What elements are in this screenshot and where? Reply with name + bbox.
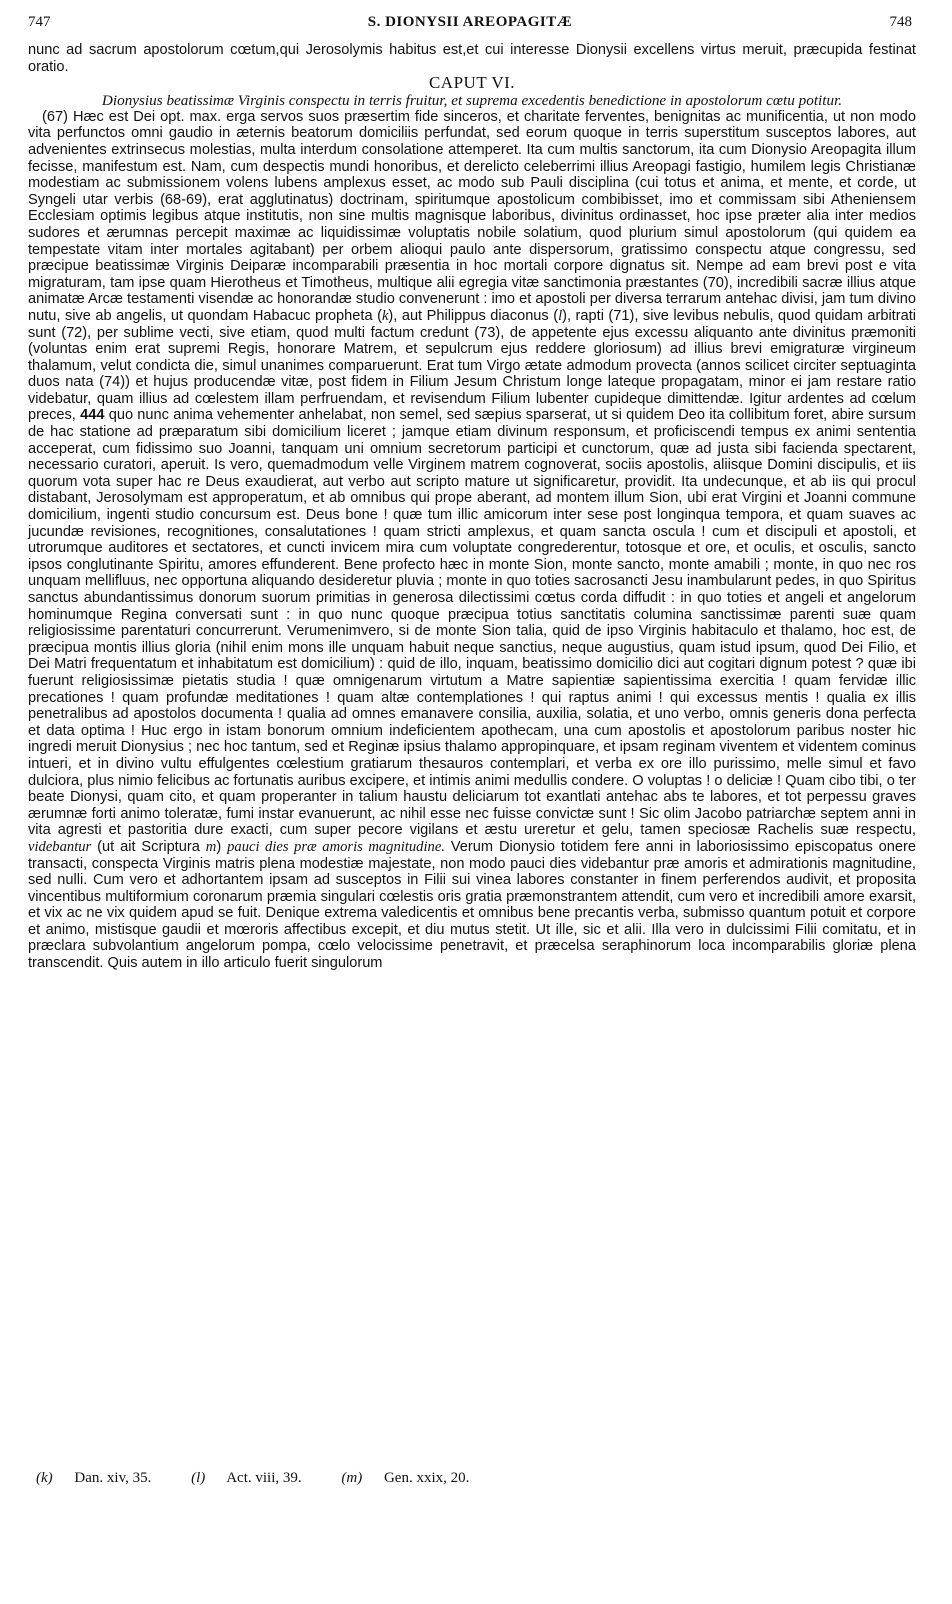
text-run: ), rapti (71), sive levibus nebulis, quod quidam arbitrati sunt (72), per sublime vecti, sive etiam, quod multi factum credunt (73), de appetente ejus excessu aliquanto ante divinitus præmoniti (voluntas enim erat supremi Regis, honorare Matrem, et sepulcrum ejus reddere gloriosum) ad illius brevi emigraturæ virgineum thalamum, velut condicta die, simul unanimes comparuerunt. Erat tum Virgo ætate admodum provecta (annos scilicet circiter septuaginta duos nata (74)) et hujus producendæ vitæ, post fidem in Filium Jesum Christum longe lateque propagatam, minor ei jam restare ratio videbatur, quam illius ad cœlestem illam perfruendam, et revisendum Filium lubenter cupideque dimittendæ. Igitur ardentes ad cœlum preces, xyxy=(28,307,917,424)
main-paragraph xyxy=(28,109,916,972)
italic-quote: pauci dies præ amoris magnitudine. xyxy=(227,838,445,855)
page-number-right: 748 xyxy=(889,14,912,30)
running-header xyxy=(28,14,912,40)
intro-paragraph: nunc ad sacrum apostolorum cœtum,qui Jerosolymis habitus est,et cui interesse Dionysii excellens virtus meruit, præcupida festinat oratio. xyxy=(28,42,916,75)
footnotes xyxy=(36,1470,505,1487)
footnote-ref-l: l xyxy=(558,307,563,324)
text-run: (ut ait Scriptura xyxy=(91,838,206,855)
text-run: (67) Hæc est Dei opt. max. erga servos suos præsertim fide sinceros, et charitate ferventes, benignitas ac munificentia, ut non modo vita perfunctos omni gaudio in æternis beatorum domiciliis perfundat, sed eorum quoque in terris superstitum susceptos labores, aut advenientes extrinsecus molestias, multa interdum consolatione attemperet. Ita cum multis sanctorum, ita cum Dionysio Areopagita illum fecisse, manifestum est. Nam, cum despectis mundi honoribus, et derelicto celeberrimi illius Areopagi fastigio, humilem legis Christianæ modestiam ac submissionem volens lubens amplexus esset, ac modo sub Pauli disciplina (cui totus et anima, et mente, et corde, ut Syngeli utar verbis (68-69), erat agglutinatus) doctrinam, spiritumque apostolicum combibisset, imo et commissam sibi Atheniensem Ecclesiam optimis legibus atque institutis, non sine multis magnisque laboribus, divinitus ordinasset, hoc ipse præter alia inter medios sudores et ærumnas percepit maximæ ac liquidissimæ voluptatis nobile solatium, quod plurium simul apostolorum (qui quidem ea tempestate vitam inter mortales agitabant) per orbem alioqui paulo ante dispersorum, gratissimo conspectu atque congressu, sed præcipue beatissimæ Virginis Deiparæ incomparabili præsentia in hoc mortali corpore dignatus sit. Nempe ad eam brevi post e vita migraturam, tam ipse quam Hierotheus et Timotheus, multique alii egregia vitæ sanctimonia præstantes (70), incredibili sacræ illius atque animatæ Arcæ testamenti visendæ ac honorandæ studio convenerunt : imo et apostoli per diversa terrarum antehac divisi, jam tum divino nutu, sive ab angelis, ut quondam Habacuc propheta ( xyxy=(28,108,916,324)
footnote-ref-m: m xyxy=(205,838,217,855)
footnote-ref-k: k xyxy=(381,307,389,324)
footnote xyxy=(36,1470,169,1486)
italic-text: videbantur xyxy=(28,838,92,855)
text-body xyxy=(28,42,916,972)
running-title: S. DIONYSII AREOPAGITÆ xyxy=(367,14,573,30)
footnote-ref: Dan. xiv, 35. xyxy=(74,1470,152,1486)
chapter-heading: CAPUT VI. xyxy=(428,73,516,93)
footnote xyxy=(341,1470,487,1486)
footnote-mark: (k) xyxy=(36,1470,53,1486)
footnote-mark: (m) xyxy=(341,1470,363,1486)
text-run: ), aut Philippus diaconus ( xyxy=(388,307,559,324)
text-run: quo nunc anima vehementer anhelabat, non semel, sed sæpius sparserat, ut si quidem Deo ita collibitum foret, abire sursum de hac statione ad præparatum sibi domicilium liceret ; jamque etiam divinum responsum, et proficiscendi tempus ex animi sententia acceperat, cum fidissimo suo Joanni, tanquam uni omnium secretorum participi et cunctorum, quæ ad justa sibi facienda spectarent, necessario curatori, aperuit. Is vero, quemadmodum velle Virginem matrem cognoverat, sociis apostolis, aliisque Domini discipulis, et iis quorum vota super hac re Deus exaudierat, aut verbo aut scripto mature ut significaretur, providit. Ita undecunque, et ab iis qui procul distabant, Jerosolymam est approperatum, et ab omnibus qui prope aberant, ad montem illum Sion, ubi erat Virgini et Joanni commune domicilium, ingenti studio concursum est. Deus bone ! quæ tum illic amicorum inter sese post longinqua tempora, et quam suaves ac jucundæ revisiones, recognitiones, consalutationes ! quam stricti amplexus, et quam sancta oscula ! cum et discipuli et apostoli, et utrorumque auditores et sectatores, et cuncti invicem mira cum voluptate congrederentur, totosque et ore, et oculis, et osculis, sancto ipsos conglutinante Spiritu, amores effunderent. Bene profecto hæc in monte Sion, monte sancto, monte amabili ; monte, in quo nec ros unquam mellifluus, nec opportuna aliquando desideretur pluvia ; monte in quo toties sacrosancti Jesu inambularunt pedes, in quo Spiritus sanctus abundantissimus donorum suorum primitias in generosa dilectissimi cœtus corda diffudit : in quo toties et angeli et angelorum hominumque Regina conversati sunt : in quo nunc quoque præcipua totius sanctitatis columina sanctissimæ parenti suæ quam religiosissime parentaturi concurrerunt. Verumenimvero, si de monte Sion talia, quid de ipso Virginis habitaculo et thalamo, hoc est, de præcipua montis illius gloria (nihil enim mons ille unquam habuit neque sanctius, neque augustius, quam istud ipsum, quod Dei Filio, et Dei Matri frequentatum et inhabitatum est domicilium) : quid de illo, inquam, beatissimo domicilio dici aut cogitari dignum potest ? quæ ibi fuerunt religiosissimæ pietatis studia ! quæ omnigenarum virtutum a Matre sapientiæ sapientissima exercitia ! quam fervidæ illic precationes ! quam profundæ meditationes ! quam altæ contemplationes ! qui raptus animi ! qui excessus mentis ! qualia ex illis penetralibus ad apostolos documenta ! qualia ad omnes emanavere consilia, auxilia, solatia, et uno verbo, omnis generis dona perfecta et data optima ! Huc ergo in istam bonorum omnium indeficientem apothecam, una cum apostolis et apostolorum paribus noster hic ingredi meruit Dionysius ; nec hoc tantum, sed et Reginæ ipsius thalamo appropinquare, et ipsam reginam viventem et videntem cominus intueri, et in divino vultu effulgentes cœlestium gratiarum thesauros contemplari, et verba ex ore illo purissimo, melle simul et favo dulciora, plus nimio felicibus ac fortunatis auribus excipere, et intimis animi medullis condere. O voluptas ! o deliciæ ! Quam cibo tibi, o ter beate Dionysi, quam cito, et quam properanter in talium haustu deliciarum tot exantlati antehac abs te labores, et tot perpessu graves ærumnæ forti animo toleratæ, fumi instar evanuerunt, ac nihil esse nec fuisse convictæ sunt ! Sic olim Jacobo patriarchæ septem anni in vita agresti et pastoritia dure exacti, cum super pecore vigilans et æstu ureretur et gelu, tamen speciosæ Rachelis suæ respectu, xyxy=(28,407,916,839)
footnote-ref: Act. viii, 39. xyxy=(226,1470,302,1486)
page-number-left: 747 xyxy=(28,14,51,30)
footnote-ref: Gen. xxix, 20. xyxy=(383,1470,470,1486)
footnote xyxy=(191,1470,320,1486)
text-run: Verum Dionysio totidem fere anni in laboriosissimo episcopatus onere transacti, conspecta Virginis matris plena modestiæ majestate, non modo pauci dies videbantur præ amoris et admirationis magnitudine, sed nulli. Cum vero et adhortantem ipsam ad susceptos in Filii sui vinea labores constanter in finem perferendos audivit, et proposita vincentibus multiformium coronarum præmia singulari cœlestis oris gratia præmonstrantem attendit, cum vero et incredibili amore exarsit, et vix ac ne vix quidem apud se fuit. Denique extrema valedicentis et omnibus bene precantis verba, submisso quantum potuit et corpore et animo, mistisque gaudii et mœroris affectibus excepit, et diu mutus stetit. Ut ille, sic et alii. Illa vero in dulcissimi Filii comitatu, et in præclara subvolantium angelorum pompa, cœlo velocissime penetravit, et præcelsa seraphinorum loca incomparabilis gloriæ plena transcendit. Quis autem in illo articulo fuerit singulorum xyxy=(28,838,916,972)
text-run: ) xyxy=(216,838,228,855)
margin-number: 444 xyxy=(80,407,105,424)
chapter-argument: Dionysius beatissimæ Virginis conspectu in terris fruitur, et suprema excedentis benedictione in apostolorum cœtu potitur. xyxy=(101,91,843,109)
footnote-mark: (l) xyxy=(191,1470,206,1486)
